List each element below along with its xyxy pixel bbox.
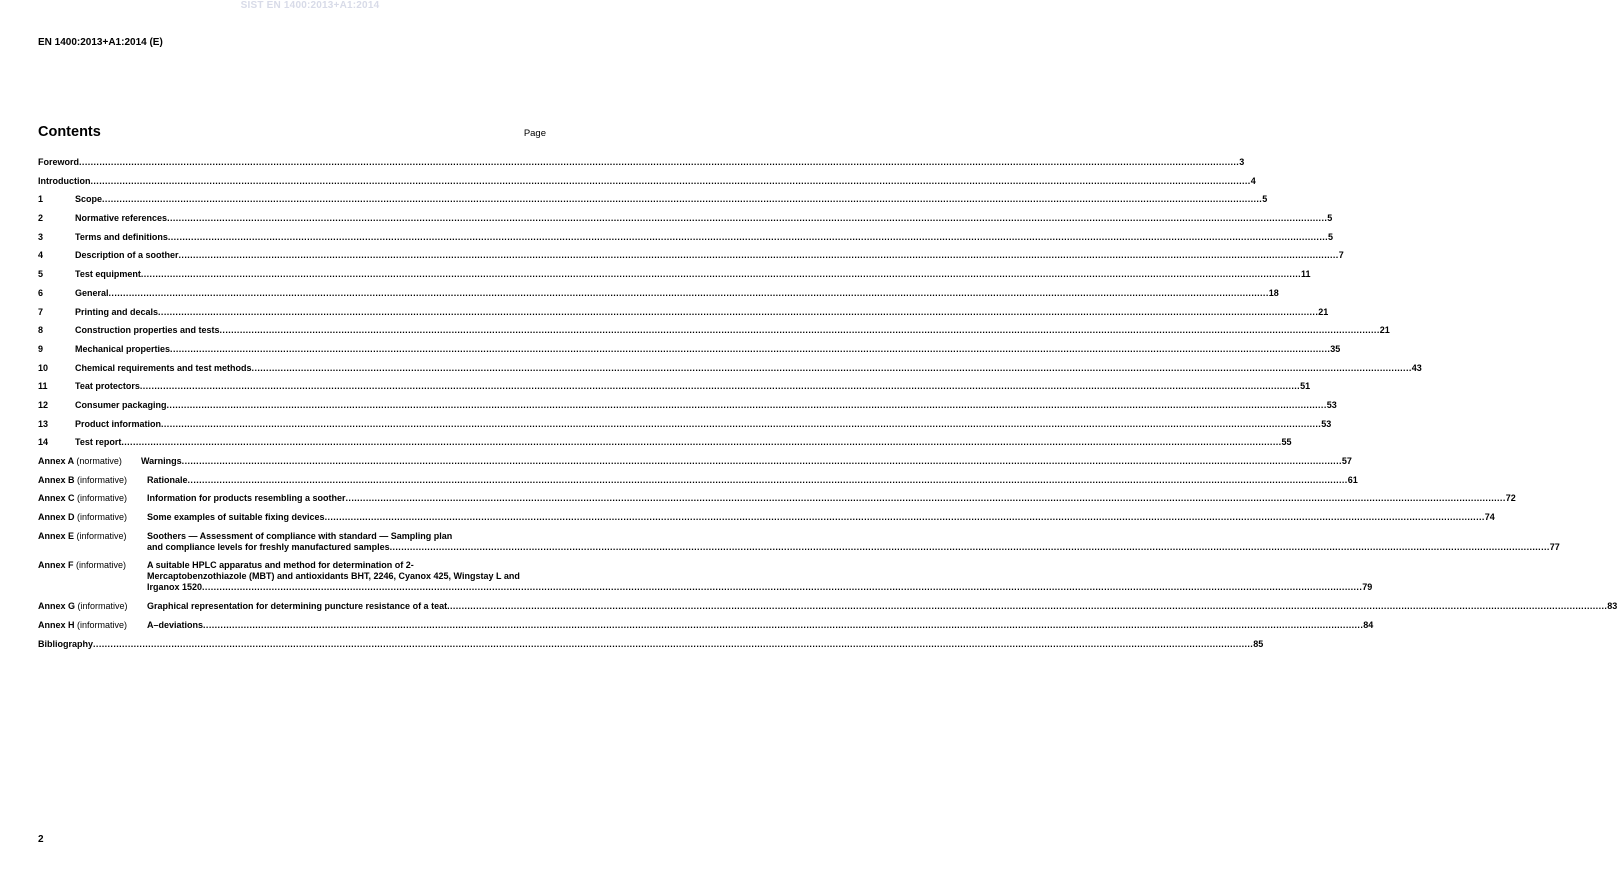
toc-entry-page: 72 [1505,493,1516,504]
toc-entry-title[interactable]: Irganox 1520 [147,582,203,593]
dot-leader: ................................................................................................................................................................................................................................................................................................................................................................................................................ [158,306,1319,317]
toc-entry-title-line[interactable]: A suitable HPLC apparatus and method for determination of 2- [147,560,414,571]
annex-letter: Annex A [38,456,74,466]
toc-entry-title-line[interactable]: Soothers — Assessment of compliance with standard — Sampling plan [147,530,453,541]
annex-nature: (informative) [76,530,127,541]
dot-leader: ................................................................................................................................................................................................................................................................................................................................................................................................................ [170,343,1331,354]
toc-entry[interactable] [38,399,1337,411]
toc-annex-entry[interactable] [38,474,1358,486]
dot-leader: ................................................................................................................................................................................................................................................................................................................................................................................................................ [345,493,1506,504]
toc-entry-page: 11 [1301,269,1311,280]
annex-label [38,531,127,542]
toc-annex-entry[interactable] [38,512,1495,523]
toc-entry-page: 5 [1327,213,1333,224]
toc-entry-number: 11 [38,381,48,392]
dot-leader: ................................................................................................................................................................................................................................................................................................................................................................................................................ [161,418,1322,429]
annex-nature: (informative) [77,601,128,612]
toc-entry-title[interactable]: Printing and decals [75,306,159,317]
watermark: SIST EN 1400:2013+A1:2014 [240,0,380,11]
toc-entry[interactable] [38,343,1341,355]
toc-entry-title[interactable]: A–deviations [147,619,204,630]
annex-letter: Annex H [38,619,75,630]
annex-label [38,620,127,631]
toc-entry-title[interactable]: Graphical representation for determining puncture resistance of a teat [147,601,448,612]
toc-entry-title[interactable]: Chemical requirements and test methods [75,362,252,373]
toc-entry-number: 2 [38,213,44,224]
toc-entry-number: 5 [38,269,44,280]
toc-entry-page: 85 [1253,638,1264,649]
toc-entry-page: 43 [1411,362,1422,373]
dot-leader: ................................................................................................................................................................................................................................................................................................................................................................................................................ [167,231,1329,242]
toc-entry-page: 7 [1338,250,1344,261]
dot-leader: ................................................................................................................................................................................................................................................................................................................................................................................................................ [324,512,1485,523]
toc-entry-number: 1 [38,194,44,205]
toc-entry-page: 21 [1318,306,1329,317]
dot-leader: ................................................................................................................................................................................................................................................................................................................................................................................................................ [102,194,1263,205]
dot-leader: ................................................................................................................................................................................................................................................................................................................................................................................................................ [90,175,1251,186]
contents-heading: Contents [38,124,101,140]
toc-entry-title[interactable]: Terms and definitions [75,231,168,242]
toc-entry[interactable] [38,362,1422,374]
toc-entry[interactable] [38,231,1334,243]
toc-bibliography[interactable] [38,638,1264,650]
toc-entry-page: 79 [1362,582,1373,593]
toc-entry[interactable] [38,194,1268,205]
toc-entry-page: 18 [1268,287,1279,298]
annex-label [38,456,122,467]
toc-entry-title-line[interactable]: Mercaptobenzothiazole (MBT) and antioxidants BHT, 2246, Cyanox 425, Wingstay L and [147,571,520,582]
toc-entry-page: 51 [1300,381,1311,392]
toc-entry-number: 8 [38,325,44,336]
annex-nature: (informative) [77,619,128,630]
toc-entry[interactable] [38,250,1344,261]
annex-nature: (informative) [77,493,128,504]
toc-entry-title[interactable]: Mechanical properties [75,343,171,354]
toc-entry-number: 3 [38,231,44,242]
toc-entry-page: 3 [1239,157,1245,167]
toc-entry[interactable] [38,381,1311,392]
toc-entry[interactable] [38,287,1279,299]
dot-leader: ................................................................................................................................................................................................................................................................................................................................................................................................................ [139,381,1301,392]
dot-leader: ................................................................................................................................................................................................................................................................................................................................................................................................................ [121,437,1282,448]
toc-entry-page: 53 [1326,399,1337,410]
annex-nature: (normative) [76,456,122,466]
dot-leader: ................................................................................................................................................................................................................................................................................................................................................................................................................ [447,601,1608,612]
toc-entry[interactable] [38,175,1256,187]
toc-entry-page: 83 [1607,601,1617,612]
toc-entry-page: 77 [1549,541,1560,552]
toc-entry-title[interactable]: Introduction [38,175,91,186]
annex-label [38,475,127,486]
annex-letter: Annex F [38,560,74,571]
page-number: 2 [38,834,44,845]
toc-entry-number: 7 [38,306,44,317]
toc-entry-title[interactable]: General [75,287,109,298]
annex-label [38,512,127,523]
toc-entry-title[interactable]: Description of a soother [75,250,179,261]
document-id: EN 1400:2013+A1:2014 (E) [38,37,163,48]
toc-entry-page: 61 [1347,474,1358,485]
toc-annex-entry[interactable] [38,560,1373,593]
dot-leader: ................................................................................................................................................................................................................................................................................................................................................................................................................ [167,213,1328,224]
toc-entry-title[interactable]: Rationale [147,474,188,485]
dot-leader: ................................................................................................................................................................................................................................................................................................................................................................................................................ [79,157,1240,167]
toc-entry-title[interactable]: Test equipment [75,269,141,280]
dot-leader: ................................................................................................................................................................................................................................................................................................................................................................................................................ [389,541,1550,552]
toc-annex-entry[interactable] [38,530,1560,553]
toc-entry-page: 5 [1328,231,1334,242]
toc-entry-number: 9 [38,343,44,354]
annex-nature: (informative) [77,512,128,523]
toc-entry-number: 4 [38,250,44,261]
toc-entry-title[interactable]: Scope [75,194,103,205]
annex-nature: (informative) [76,560,127,571]
dot-leader: ................................................................................................................................................................................................................................................................................................................................................................................................................ [219,325,1380,336]
annex-letter: Annex G [38,601,76,612]
dot-leader: ................................................................................................................................................................................................................................................................................................................................................................................................................ [187,474,1348,485]
toc-entry-number: 10 [38,362,49,373]
toc-entry-number: 12 [38,399,49,410]
toc-entry[interactable] [38,325,1390,336]
annex-nature: (informative) [77,474,128,485]
toc-annex-entry[interactable] [38,493,1516,504]
toc-entry-page: 21 [1379,325,1390,336]
dot-leader: ................................................................................................................................................................................................................................................................................................................................................................................................................ [93,638,1254,649]
toc-entry[interactable] [38,157,1245,168]
annex-letter: Annex C [38,493,75,504]
toc-entry-title[interactable]: Some examples of suitable fixing devices [147,512,325,523]
toc-entry-title[interactable]: Normative references [75,213,168,224]
annex-letter: Annex D [38,512,75,523]
dot-leader: ................................................................................................................................................................................................................................................................................................................................................................................................................ [140,269,1302,280]
toc-entry-page: 84 [1363,619,1374,630]
toc-entry-title[interactable]: Consumer packaging [75,399,167,410]
toc-entry-number: 13 [38,418,49,429]
dot-leader: ................................................................................................................................................................................................................................................................................................................................................................................................................ [108,287,1269,298]
toc-entry-page: 57 [1341,456,1352,466]
toc-entry[interactable] [38,418,1332,430]
toc-entry-title[interactable]: Construction properties and tests [75,325,220,336]
dot-leader: ................................................................................................................................................................................................................................................................................................................................................................................................................ [203,619,1364,630]
toc-annex-entry[interactable] [38,619,1374,631]
dot-leader: ................................................................................................................................................................................................................................................................................................................................................................................................................ [202,582,1363,593]
toc-entry-number: 6 [38,287,44,298]
toc-entry-page: 53 [1321,418,1332,429]
toc-entry[interactable] [38,306,1329,318]
dot-leader: ................................................................................................................................................................................................................................................................................................................................................................................................................ [178,250,1339,261]
dot-leader: ................................................................................................................................................................................................................................................................................................................................................................................................................ [181,456,1342,466]
table-of-contents [38,157,1617,657]
toc-entry-page: 35 [1330,343,1341,354]
toc-entry[interactable] [38,213,1333,224]
toc-entry[interactable] [38,269,1311,280]
toc-entry-title[interactable]: and compliance levels for freshly manufactured samples [147,541,390,552]
annex-label [38,493,127,504]
annex-letter: Annex B [38,474,75,485]
toc-annex-entry[interactable] [38,601,1617,612]
toc-entry-title[interactable]: Teat protectors [75,381,140,392]
page-column-label: Page [523,128,546,139]
toc-entry-page: 4 [1250,175,1256,186]
toc-entry-title[interactable]: Bibliography [38,638,94,649]
toc-entry-page: 55 [1281,437,1292,448]
annex-label [38,560,126,571]
toc-entry-page: 5 [1262,194,1268,205]
toc-entry-title[interactable]: Test report [75,437,122,448]
toc-entry-page: 74 [1484,512,1495,523]
toc-entry-title[interactable]: Warnings [141,456,182,466]
toc-annex-entry[interactable] [38,456,1352,467]
dot-leader: ................................................................................................................................................................................................................................................................................................................................................................................................................ [166,399,1327,410]
toc-entry-title[interactable]: Information for products resembling a soother [147,493,346,504]
toc-entry-number: 14 [38,437,49,448]
toc-entry-title[interactable]: Product information [75,418,161,429]
toc-entry-title[interactable]: Foreword [38,157,80,167]
annex-letter: Annex E [38,530,75,541]
dot-leader: ................................................................................................................................................................................................................................................................................................................................................................................................................ [251,362,1412,373]
toc-entry[interactable] [38,437,1292,448]
annex-label [38,601,128,612]
